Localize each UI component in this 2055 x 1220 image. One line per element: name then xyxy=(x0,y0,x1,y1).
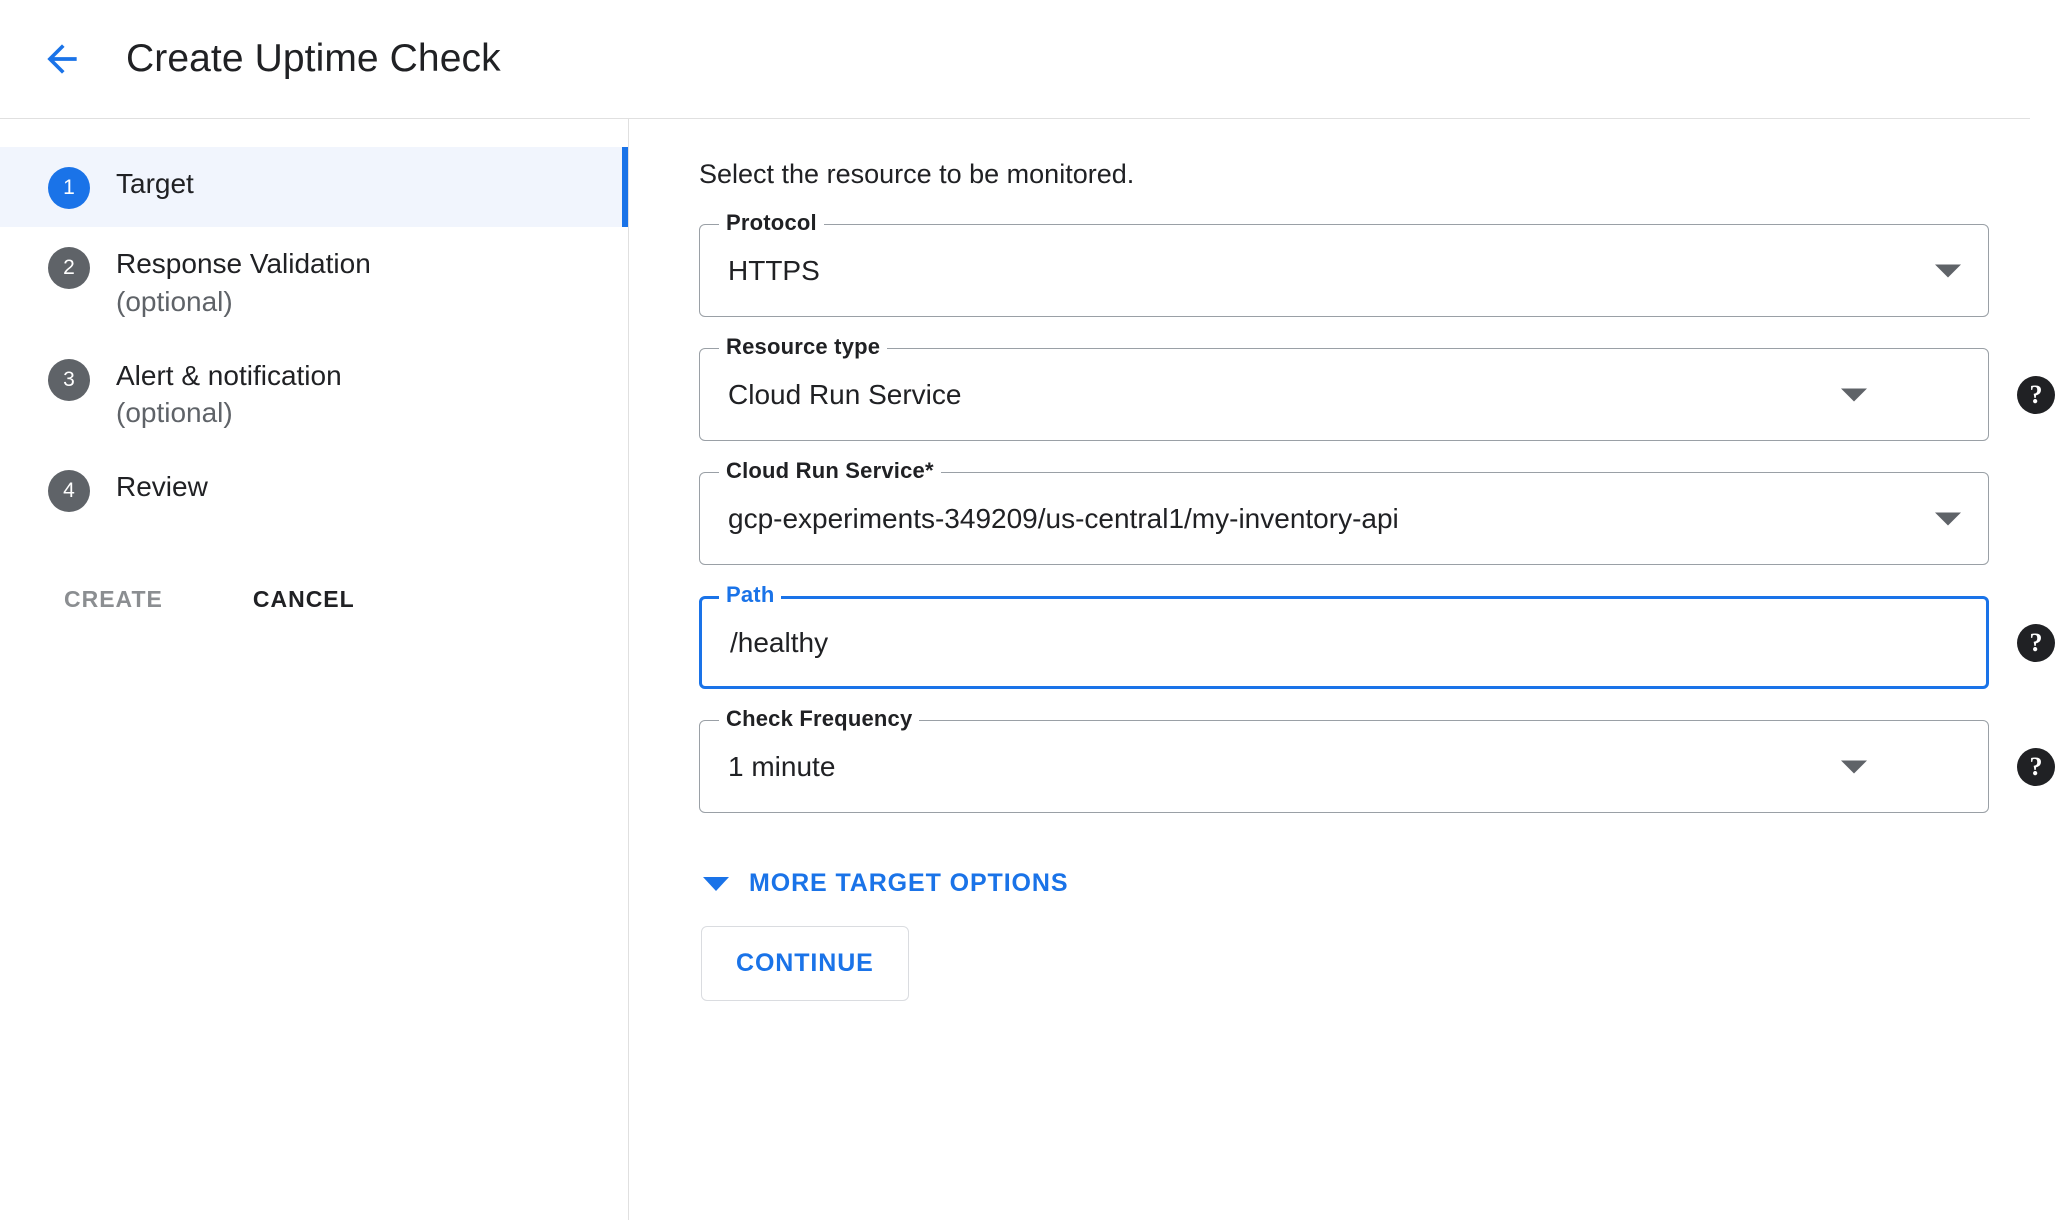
field-cloud-run-service[interactable] xyxy=(699,458,1989,565)
chevron-down-icon xyxy=(703,877,729,891)
step-number-2: 2 xyxy=(48,247,90,289)
more-target-options-label: MORE TARGET OPTIONS xyxy=(749,869,1069,897)
field-check-frequency-label: Check Frequency xyxy=(719,706,919,732)
sidebar-item-alert-notification[interactable] xyxy=(0,339,628,451)
help-icon[interactable]: ? xyxy=(2017,748,2055,786)
field-protocol-box[interactable] xyxy=(699,224,1989,317)
target-form-panel xyxy=(629,119,2043,1220)
page-title: Create Uptime Check xyxy=(126,37,501,80)
step-title-response-validation: Response Validation xyxy=(116,248,371,279)
field-resource-type-box[interactable] xyxy=(699,348,1989,441)
field-path[interactable] xyxy=(699,582,2043,689)
chevron-down-icon[interactable] xyxy=(1935,512,1961,525)
field-cloud-run-service-label: Cloud Run Service* xyxy=(719,458,941,484)
step-subtitle-response-validation: (optional) xyxy=(116,285,233,317)
more-target-options-toggle[interactable] xyxy=(703,869,1068,898)
form-intro-text: Select the resource to be monitored. xyxy=(699,159,1135,189)
step-title-alert-notification: Alert & notification xyxy=(116,359,342,391)
wizard-stepper xyxy=(0,119,629,1220)
field-resource-type-label: Resource type xyxy=(719,334,887,360)
chevron-down-icon[interactable] xyxy=(1935,264,1961,277)
step-label-target xyxy=(116,165,194,203)
field-cloud-run-service-value: gcp-experiments-349209/us-central1/my-inventory-api xyxy=(728,502,1399,534)
app-header xyxy=(0,0,2030,119)
step-label-alert-notification xyxy=(116,357,342,433)
chevron-down-icon[interactable] xyxy=(1841,388,1867,401)
arrow-left-icon[interactable] xyxy=(30,27,94,91)
field-check-frequency-box[interactable] xyxy=(699,720,1989,813)
step-title-review: Review xyxy=(116,471,208,503)
step-number-3: 3 xyxy=(48,359,90,401)
step-label-response-validation xyxy=(116,245,371,321)
field-protocol-label: Protocol xyxy=(719,210,824,236)
cancel-button[interactable]: CANCEL xyxy=(253,576,355,623)
page-body xyxy=(0,119,2043,1220)
stepper-actions xyxy=(0,576,628,623)
step-number-4: 4 xyxy=(48,470,90,512)
field-protocol[interactable] xyxy=(699,210,1989,317)
field-check-frequency-value: 1 minute xyxy=(728,750,836,782)
field-cloud-run-service-box[interactable] xyxy=(699,472,1989,565)
help-icon[interactable]: ? xyxy=(2017,624,2055,662)
field-path-label: Path xyxy=(719,582,781,608)
field-resource-type-value: Cloud Run Service xyxy=(728,378,962,410)
step-label-review xyxy=(116,468,208,506)
help-icon[interactable]: ? xyxy=(2017,376,2055,414)
field-protocol-value: HTTPS xyxy=(728,254,820,286)
step-title-target: Target xyxy=(116,168,194,199)
step-number-1: 1 xyxy=(48,167,90,209)
sidebar-item-target[interactable] xyxy=(0,147,628,227)
path-input[interactable]: /healthy xyxy=(730,626,829,658)
chevron-down-icon[interactable] xyxy=(1841,760,1867,773)
create-button[interactable]: CREATE xyxy=(64,576,163,623)
field-resource-type[interactable] xyxy=(699,334,2043,441)
sidebar-item-review[interactable] xyxy=(0,450,628,530)
step-subtitle-alert-notification: (optional) xyxy=(116,397,233,429)
field-path-box[interactable] xyxy=(699,596,1989,689)
sidebar-item-response-validation[interactable] xyxy=(0,227,628,339)
field-check-frequency[interactable] xyxy=(699,706,2043,813)
continue-button[interactable]: CONTINUE xyxy=(701,926,909,1001)
